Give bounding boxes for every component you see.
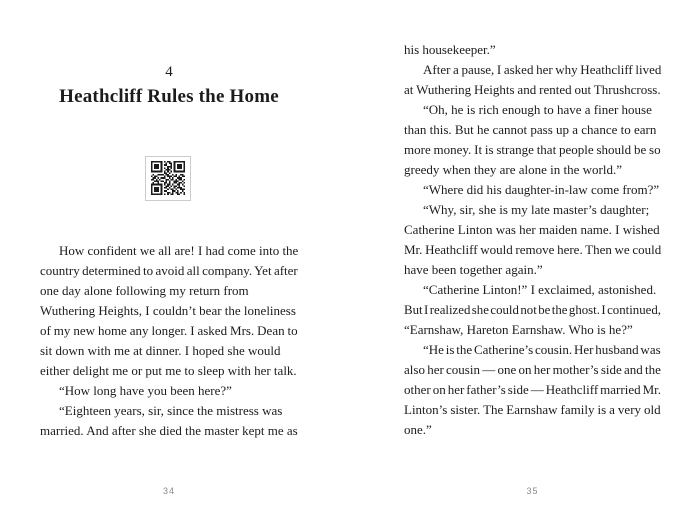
qr-code bbox=[145, 156, 191, 201]
text-line: other on her father’s side — Heathcliff married Mr. bbox=[404, 382, 662, 397]
chapter-title: Heathcliff Rules the Home bbox=[59, 86, 279, 107]
chapter-number: 4 bbox=[165, 64, 173, 80]
text-line: “Oh, he is rich enough to have a finer house bbox=[423, 102, 652, 117]
page-number-right: 35 bbox=[526, 486, 539, 496]
text-line: “Catherine Linton!” I exclaimed, astonished. bbox=[423, 282, 657, 297]
text-line: his housekeeper.” bbox=[404, 42, 496, 57]
text-line: “How long have you been here?” bbox=[59, 383, 232, 398]
left-page-text bbox=[40, 241, 298, 441]
text-line: married. And after she died the master kept me as bbox=[40, 423, 298, 438]
text-line: at Wuthering Heights and rented out Thrushcross. bbox=[404, 82, 661, 97]
text-line: country determined to avoid all company. Yet after bbox=[40, 263, 298, 278]
text-line: “Eighteen years, sir, since the mistress was bbox=[59, 403, 283, 418]
text-line: either delight me or put me to sleep with her talk. bbox=[40, 363, 297, 378]
text-line: But I realized she could not be the ghost. I continued, bbox=[404, 302, 661, 317]
text-line: Wuthering Heights, I couldn’t bear the loneliness bbox=[40, 303, 296, 318]
page-number-left: 34 bbox=[162, 486, 175, 496]
text-line: also her cousin — one on her mother’s side and the bbox=[404, 362, 661, 377]
text-line: greedy when they are alone in the world.” bbox=[404, 162, 623, 177]
text-line: one.” bbox=[404, 422, 432, 437]
text-line: sit down with me at dinner. I hoped she would bbox=[40, 343, 281, 358]
text-line: have been together again.” bbox=[404, 262, 543, 277]
text-line: of my new home any longer. I asked Mrs. Dean to bbox=[40, 323, 298, 338]
text-line: one day alone following my return from bbox=[40, 283, 249, 298]
text-line: “Earnshaw, Hareton Earnshaw. Who is he?” bbox=[404, 322, 633, 337]
text-line: “Where did his daughter-in-law come from?” bbox=[423, 182, 660, 197]
text-line: After a pause, I asked her why Heathcliff lived bbox=[423, 62, 662, 77]
text-line: Linton’s sister. The Earnshaw family is a very old bbox=[404, 402, 661, 417]
text-line: Catherine Linton was her maiden name. I wished bbox=[404, 222, 660, 237]
qr-code-icon bbox=[151, 161, 185, 195]
right-page-text bbox=[404, 40, 661, 440]
text-line: How confident we all are! I had come into the bbox=[59, 243, 299, 258]
text-line: more money. It is strange that people should be so bbox=[404, 142, 661, 157]
text-line: than this. But he cannot pass up a chance to earn bbox=[404, 122, 657, 137]
text-line: Mr. Heathcliff would remove here. Then we could bbox=[404, 242, 662, 257]
text-line: “Why, sir, she is my late master’s daughter; bbox=[423, 202, 650, 217]
text-line: “He is the Catherine’s cousin. Her husband was bbox=[423, 342, 661, 357]
